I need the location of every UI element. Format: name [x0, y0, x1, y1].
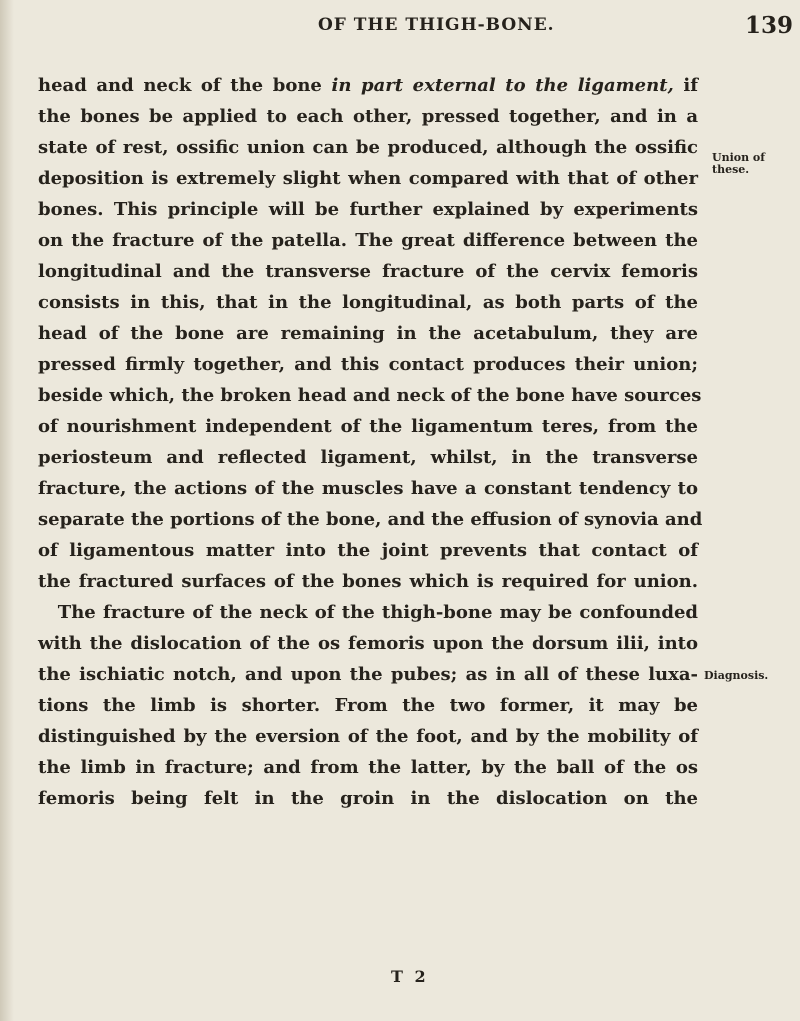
text-run: if [673, 75, 698, 96]
sidenote-line: Union of [712, 151, 766, 164]
text-line: of nourishment independent of the ligamentum teres, from the [38, 416, 698, 437]
text-line [38, 72, 698, 100]
text-line: femoris being felt in the groin in the dislocation on the [38, 788, 698, 809]
text-line: with the dislocation of the os femoris upon the dorsum ilii, into [38, 633, 698, 654]
text-line: pressed firmly together, and this contact produces their union; [38, 354, 698, 375]
signature-mark: T 2 [391, 967, 429, 986]
text-line: periosteum and reflected ligament, whilst, in the transverse [38, 447, 698, 468]
running-head: OF THE THIGH-BONE. [318, 15, 555, 35]
text-line: on the fracture of the patella. The great difference between the [38, 230, 698, 251]
text-line: consists in this, that in the longitudinal, as both parts of the [38, 292, 698, 313]
text-line: state of rest, ossific union can be produced, although the ossific [38, 137, 698, 158]
text-line: distinguished by the eversion of the foot, and by the mobility of [38, 726, 698, 747]
text-line: The fracture of the neck of the thigh-bone may be confounded [57, 602, 698, 623]
text-line: the ischiatic notch, and upon the pubes; as in all of these luxa- [38, 664, 698, 685]
text-line: the limb in fracture; and from the latter, by the ball of the os [38, 757, 698, 778]
text-line: longitudinal and the transverse fracture of the cervix femoris [38, 261, 698, 282]
italic-phrase: in part external to the ligament, [331, 75, 674, 96]
text-line: fracture, the actions of the muscles have a constant tendency to [38, 478, 698, 499]
page-number: 139 [745, 12, 794, 39]
text-line: the fractured surfaces of the bones which is required for union. [38, 571, 698, 592]
text-line: the bones be applied to each other, pressed together, and in a [38, 106, 698, 127]
text-line: head of the bone are remaining in the acetabulum, they are [38, 323, 698, 344]
text-line: separate the portions of the bone, and the effusion of synovia and [38, 509, 703, 530]
text-line: deposition is extremely slight when compared with that of other [38, 168, 698, 189]
page-gutter-shadow [0, 0, 14, 1021]
sidenote-union [712, 152, 765, 176]
sidenote-diagnosis: Diagnosis. [704, 669, 769, 682]
sidenote-line: these. [712, 163, 750, 176]
text-run: head and neck of the bone [38, 75, 332, 96]
text-line: of ligamentous matter into the joint prevents that contact of [38, 540, 698, 561]
text-line: beside which, the broken head and neck of the bone have sources [38, 385, 702, 406]
text-line: bones. This principle will be further explained by experiments [38, 199, 698, 220]
text-line: tions the limb is shorter. From the two former, it may be [38, 695, 698, 716]
